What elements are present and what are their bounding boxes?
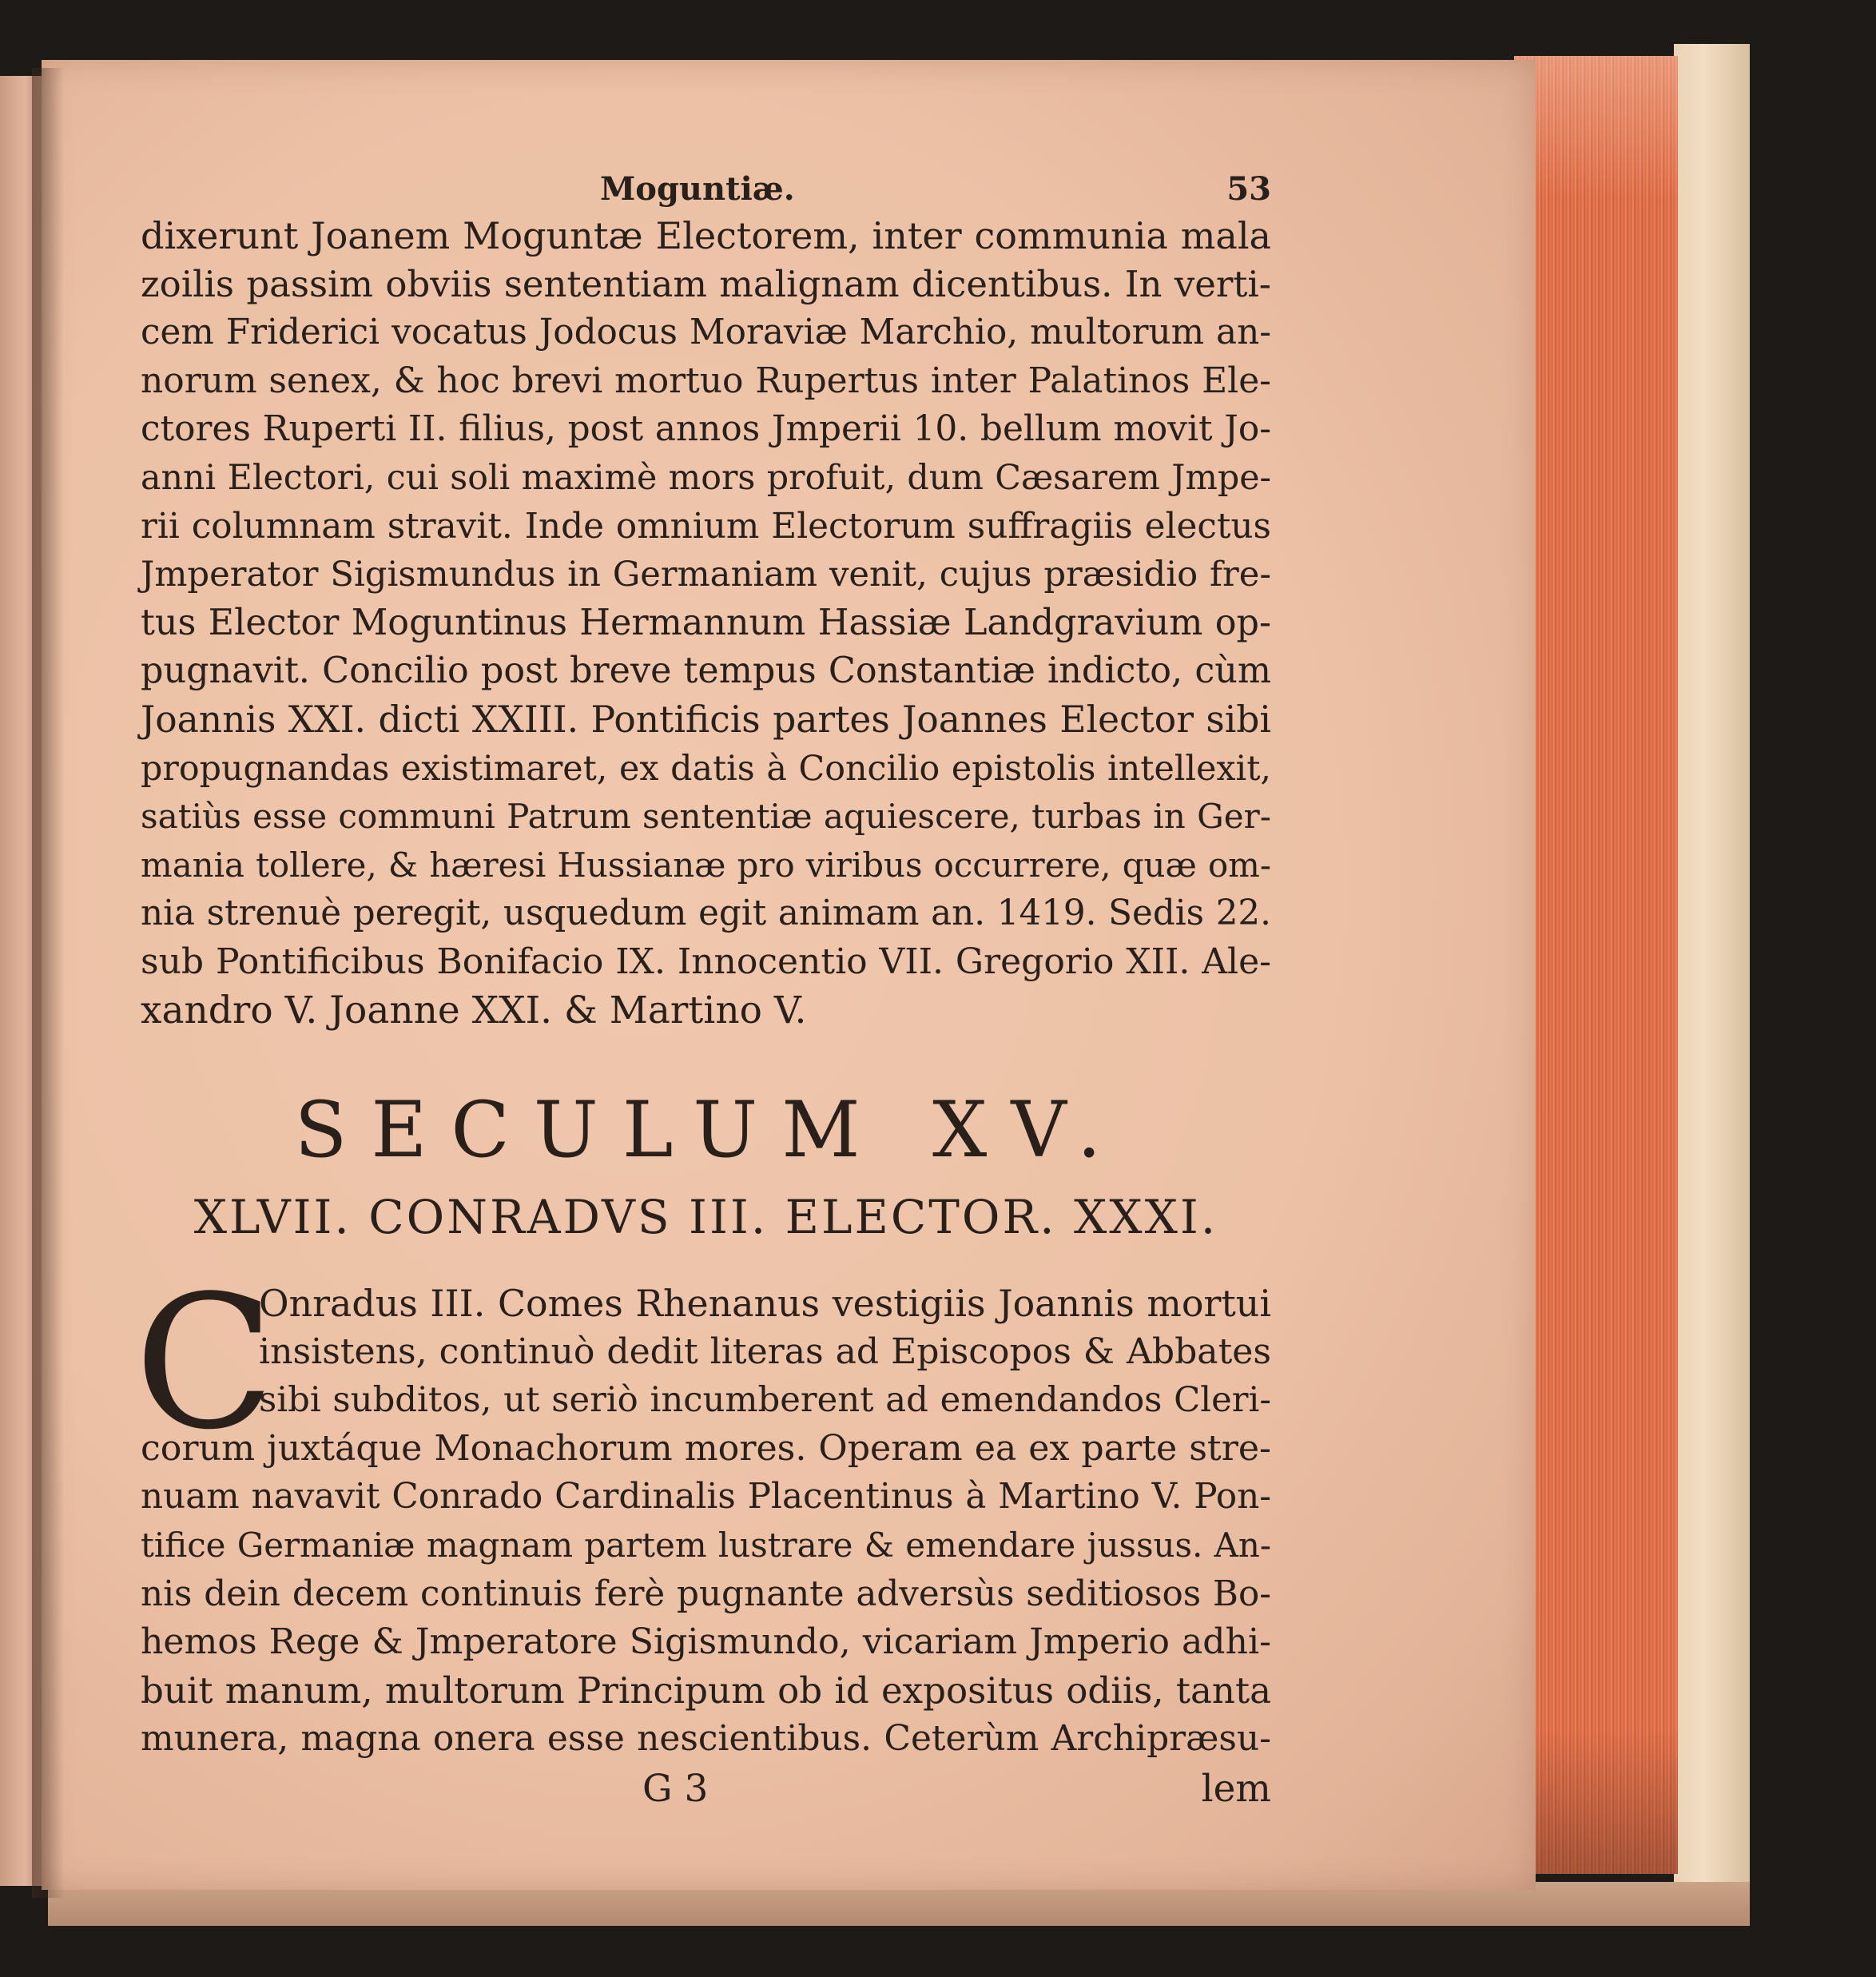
- text-line: Joannis XXI. dicti XXIII. Pontificis partes Joannes Elector sibi: [141, 698, 1271, 741]
- text-line: hemos Rege & Jmperatore Sigismundo, vicariam Jmperio adhi-: [141, 1621, 1271, 1663]
- text-line: nis dein decem continuis ferè pugnante adversùs seditiosos Bo-: [141, 1573, 1271, 1614]
- text-line: tifice Germaniæ magnam partem lustrare & emendare jussus. An-: [141, 1526, 1271, 1565]
- drop-cap-initial: C: [134, 1257, 275, 1471]
- text-line: dixerunt Joanem Moguntæ Electorem, inter communia mala: [141, 214, 1271, 257]
- section-heading: SECULUM XV.: [294, 1085, 1126, 1175]
- text-line: nuam navavit Conrado Cardinalis Placentinus à Martino V. Pon-: [141, 1476, 1271, 1518]
- text-line: satiùs esse communi Patrum sententiæ aquiescere, turbas in Ger-: [141, 797, 1271, 837]
- text-line: munera, magna onera esse nescientibus. Ceterùm Archipræsu-: [141, 1718, 1271, 1760]
- paragraph-2: [134, 1257, 1271, 1764]
- signature-mark: G 3: [642, 1767, 709, 1812]
- chapter-heading: XLVII. CONRADVS III. ELECTOR. XXXI.: [193, 1190, 1218, 1245]
- text-line: sub Pontificibus Bonifacio IX. Innocentio VII. Gregorio XII. Ale-: [141, 941, 1271, 982]
- text-line: mania tollere, & hæresi Hussianæ pro viribus occurrere, quæ om-: [141, 845, 1271, 885]
- text-block: [134, 164, 1271, 1813]
- running-head: [141, 164, 1271, 212]
- gutter-shadow: [32, 68, 64, 1898]
- catchword: lem: [1201, 1767, 1271, 1812]
- text-line: cem Friderici vocatus Jodocus Moraviæ Marchio, multorum an-: [141, 312, 1271, 353]
- text-line: rii columnam stravit. Inde omnium Electorum suffragiis electus: [141, 505, 1271, 547]
- text-line: corum juxtáque Monachorum mores. Operam ea ex parte stre-: [141, 1427, 1271, 1469]
- text-line: tus Elector Moguntinus Hermannum Hassiæ Landgravium op-: [141, 602, 1271, 643]
- text-line: anni Electori, cui soli maximè mors profuit, dum Cæsarem Jmpe-: [141, 457, 1271, 498]
- text-line: propugnandas existimaret, ex datis à Concilio epistolis intellexit,: [141, 748, 1271, 789]
- text-line: insistens, continuò dedit literas ad Episcopos & Abbates: [259, 1331, 1271, 1372]
- page-footer: [141, 1764, 1271, 1813]
- page-number: 53: [1226, 170, 1271, 208]
- text-line: pugnavit. Concilio post breve tempus Constantiæ indicto, cùm: [141, 650, 1271, 692]
- text-line: Onradus III. Comes Rhenanus vestigiis Joannis mortui: [259, 1282, 1271, 1326]
- text-line: buit manum, multorum Principum ob id expositus odiis, tanta: [141, 1669, 1271, 1712]
- text-line: Jmperator Sigismundus in Germaniam venit, cujus præsidio fre-: [141, 555, 1271, 595]
- text-line: sibi subditos, ut seriò incumberent ad emendandos Cleri-: [259, 1380, 1271, 1421]
- text-line: norum senex, & hoc brevi mortuo Rupertus inter Palatinos Ele-: [141, 360, 1271, 401]
- text-line: nia strenuè peregit, usquedum egit animam an. 1419. Sedis 22.: [141, 893, 1271, 934]
- text-line: zoilis passim obviis sententiam malignam dicentibus. In verti-: [141, 262, 1271, 305]
- page-block-shade: [1514, 56, 1678, 1874]
- paragraph-1: [141, 212, 1271, 1035]
- text-line: ctores Ruperti II. filius, post annos Jmperii 10. bellum movit Jo-: [141, 408, 1271, 450]
- text-line: xandro V. Joanne XXI. & Martino V.: [141, 988, 807, 1032]
- running-title: Moguntiæ.: [600, 170, 795, 208]
- book-cover-board: [1674, 44, 1750, 1922]
